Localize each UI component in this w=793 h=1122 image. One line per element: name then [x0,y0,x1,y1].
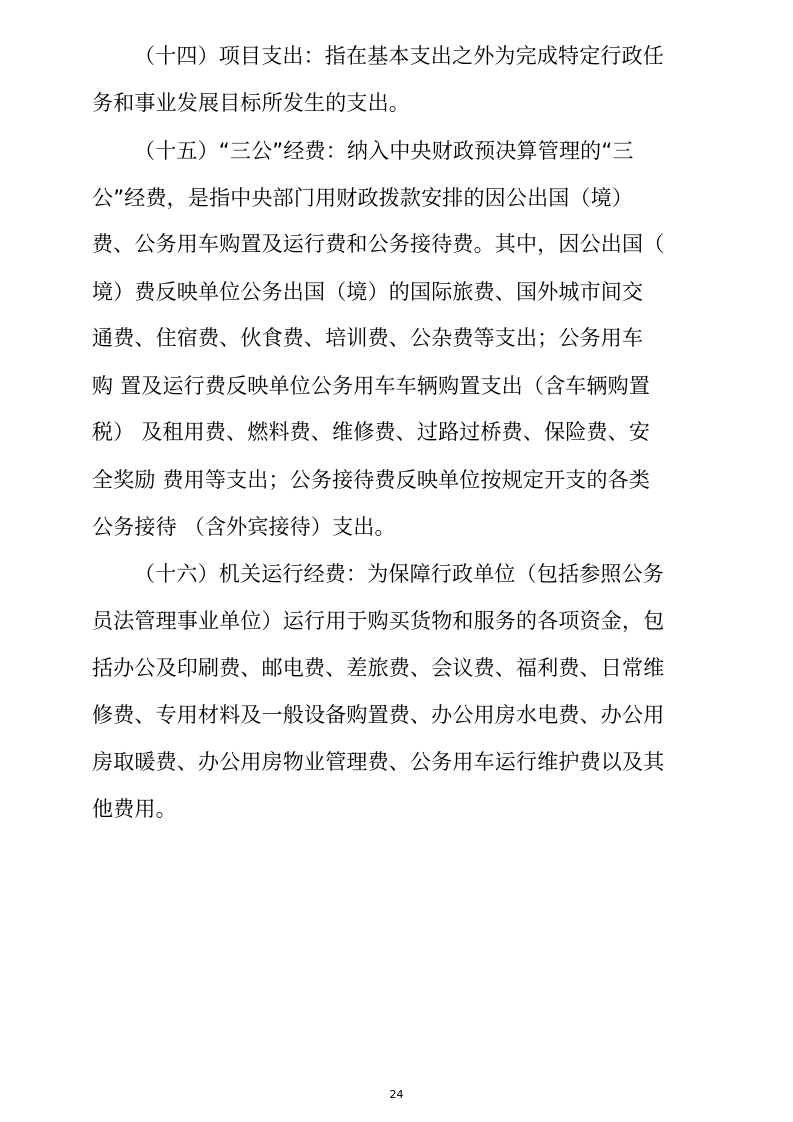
paragraph-16-line-5: 房取暖费、办公用房物业管理费、公务用车运行维护费以及其 [92,750,665,774]
paragraph-16-line-4: 修费、专用材料及一般设备购置费、办公用房水电费、办公用 [92,703,665,727]
page-number: 24 [389,1088,404,1101]
paragraph-15-line-9: 公务接待 （含外宾接待）支出。 [92,515,396,539]
paragraph-15-line-6: 购 置及运行费反映单位公务用车车辆购置支出（含车辆购置 [92,374,651,398]
paragraph-16-line-6: 他费用。 [92,797,177,821]
paragraph-16-line-2: 员法管理事业单位）运行用于购买货物和服务的各项资金，包 [92,609,665,633]
paragraph-16-line-3: 括办公及印刷费、邮电费、差旅费、会议费、福利费、日常维 [92,656,665,680]
paragraph-15-line-4: 境）费反映单位公务出国（境）的国际旅费、国外城市间交 [92,280,644,304]
paragraph-15-line-8: 全奖励 费用等支出；公务接待费反映单位按规定开支的各类 [92,468,651,492]
paragraph-14-line-2: 务和事业发展目标所发生的支出。 [92,91,410,115]
paragraph-14-line-1: （十四）项目支出：指在基本支出之外为完成特定行政任 [134,44,664,68]
paragraph-15-line-1: （十五）“三公”经费：纳入中央财政预决算管理的“三 [134,139,634,163]
paragraph-15-line-7: 税） 及租用费、燃料费、维修费、过路过桥费、保险费、安 [92,420,651,444]
paragraph-16-line-1: （十六）机关运行经费：为保障行政单位（包括参照公务 [134,562,664,586]
paragraph-15-line-2: 公”经费，是指中央部门用财政拨款安排的因公出国（境） [92,186,634,210]
paragraph-15-line-3: 费、公务用车购置及运行费和公务接待费。其中，因公出国（ [92,232,665,256]
paragraph-15-line-5: 通费、住宿费、伙食费、培训费、公杂费等支出；公务用车 [92,326,644,350]
